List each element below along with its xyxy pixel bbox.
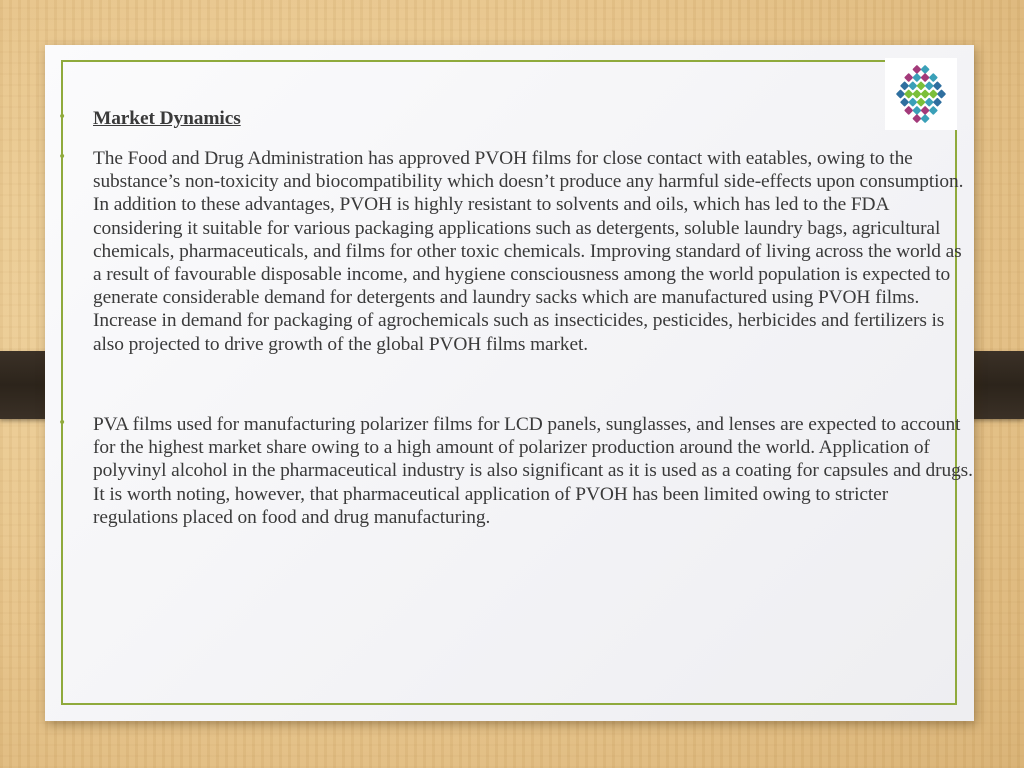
- tape-left: [0, 351, 50, 419]
- bullet-icon: •: [58, 415, 67, 431]
- paragraph-polarizer-films: PVA films used for manufacturing polarizer films for LCD panels, sunglasses, and lenses are expected to account for the highest market share owing to a high amount of polarizer production around the world. Application of polyvinyl alcohol in the pharmaceutical industry is also significant as it is used as a coating for capsules and drugs. It is worth noting, however, that pharmaceutical application of PVOH has been limited owing to stricter regulations placed on food and drug manufacturing.: [93, 414, 973, 528]
- bullet-icon: •: [58, 109, 67, 125]
- slide-content: [45, 45, 974, 721]
- section-heading: Market Dynamics: [93, 108, 241, 129]
- bullet-icon: •: [58, 149, 67, 165]
- slide-paper: [45, 45, 974, 721]
- paragraph-fda-approval: The Food and Drug Administration has approved PVOH films for close contact with eatables, owing to the substance’s non-toxicity and biocompatibility which doesn’t produce any harmful side-effects upon consumption. In addition to these advantages, PVOH is highly resistant to solvents and oils, which has led to the FDA considering it suitable for various packaging applications such as detergents, soluble laundry bags, agricultural chemicals, pharmaceuticals, and films for other toxic chemicals. Improving standard of living across the world as a result of favourable disposable income, and hygiene consciousness among the world population is expected to generate considerable demand for detergents and laundry sacks which are manufactured using PVOH films. Increase in demand for packaging of agrochemicals such as insecticides, pesticides, herbicides and fertilizers is also projected to drive growth of the global PVOH films market.: [93, 148, 964, 355]
